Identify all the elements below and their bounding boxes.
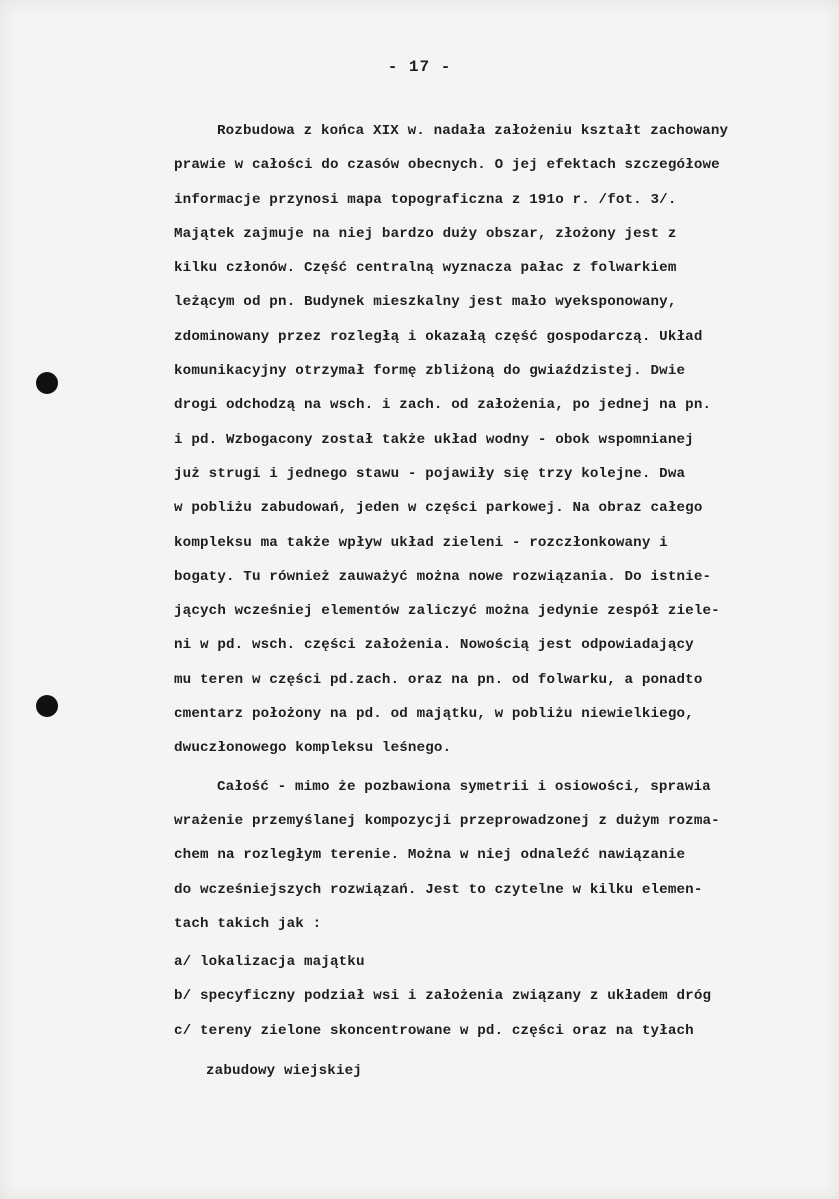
text-line: i pd. Wzbogacony został także układ wodny - obok wspomnianej (174, 431, 694, 448)
text-line: bogaty. Tu również zauważyć można nowe rozwiązania. Do istnie- (174, 568, 712, 585)
text-line: tach takich jak : (174, 915, 322, 932)
text-line: kompleksu ma także wpływ układ zieleni - rozczłonkowany i (174, 534, 668, 551)
text-line: już strugi i jednego stawu - pojawiły się trzy kolejne. Dwa (174, 465, 686, 482)
text-line: prawie w całości do czasów obecnych. O jej efektach szczegółowe (174, 157, 720, 174)
text-line: leżącym od pn. Budynek mieszkalny jest mało wyeksponowany, (174, 294, 677, 311)
text-line: do wcześniejszych rozwiązań. Jest to czytelne w kilku elemen- (174, 881, 703, 898)
text-line: kilku członów. Część centralną wyznacza pałac z folwarkiem (174, 260, 677, 277)
text-line: ni w pd. wsch. części założenia. Nowością jest odpowiadający (174, 637, 694, 654)
punch-hole-icon (36, 695, 58, 717)
punch-hole-icon (36, 372, 58, 394)
document-body (174, 114, 814, 1088)
list-item: b/ specyficzny podział wsi i założenia związany z układem dróg (174, 988, 712, 1005)
enumerated-list (174, 945, 814, 1088)
text-line: komunikacyjny otrzymał formę zbliżoną do gwiaździstej. Dwie (174, 363, 686, 380)
text-line: Rozbudowa z końca XIX w. nadała założeniu kształt zachowany (217, 123, 729, 139)
text-line: dwuczłonowego kompleksu leśnego. (174, 740, 452, 757)
paragraph-1 (174, 114, 814, 766)
text-line: Całość - mimo że pozbawiona symetrii i osiowości, sprawia (217, 778, 711, 795)
text-line: informacje przynosi mapa topograficzna z 191o r. /fot. 3/. (174, 191, 677, 208)
paragraph-2 (174, 770, 814, 941)
list-item-continuation: zabudowy wiejskiej (206, 1063, 362, 1080)
text-line: mu teren w części pd.zach. oraz na pn. od folwarku, a ponadto (174, 671, 703, 688)
list-item: c/ tereny zielone skoncentrowane w pd. części oraz na tyłach (174, 1022, 694, 1039)
text-line: cmentarz położony na pd. od majątku, w pobliżu niewielkiego, (174, 706, 694, 723)
text-line: jących wcześniej elementów zaliczyć można jedynie zespół ziele- (174, 603, 720, 620)
text-line: Majątek zajmuje na niej bardzo duży obszar, złożony jest z (174, 225, 677, 242)
text-line: w pobliżu zabudowań, jeden w części parkowej. Na obraz całego (174, 500, 703, 517)
text-line: wrażenie przemyślanej kompozycji przeprowadzonej z dużym rozma- (174, 812, 720, 829)
list-item: a/ lokalizacja majątku (174, 954, 365, 971)
page-number: - 17 - (387, 58, 452, 76)
text-line: zdominowany przez rozległą i okazałą część gospodarczą. Układ (174, 328, 703, 345)
text-line: chem na rozległym terenie. Można w niej odnaleźć nawiązanie (174, 847, 686, 864)
text-line: drogi odchodzą na wsch. i zach. od założenia, po jednej na pn. (174, 397, 712, 414)
